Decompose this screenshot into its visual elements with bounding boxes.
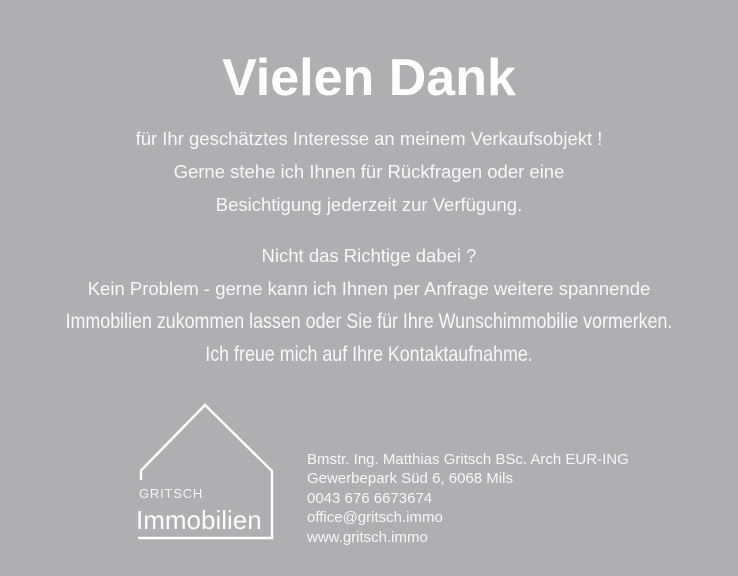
contact-phone: 0043 676 6673674 (307, 489, 433, 507)
intro-line-2: Gerne stehe ich Ihnen für Rückfragen oder eine (173, 161, 565, 182)
logo-brand-subtitle: Immobilien (136, 505, 262, 535)
intro-paragraph (0, 122, 738, 221)
intro-line-1: für Ihr geschätztes Interesse an meinem Verkaufsobjekt ! (135, 128, 603, 149)
followup-line-1: Nicht das Richtige dabei ? (261, 245, 477, 266)
followup-line-4: Ich freue mich auf Ihre Kontaktaufnahme. (205, 343, 533, 366)
followup-line-3: Immobilien zukommen lassen oder Sie für Ihre Wunschimmobilie vormerken. (65, 310, 673, 333)
followup-line-2: Kein Problem - gerne kann ich Ihnen per Anfrage weitere spannende (87, 278, 651, 299)
contact-block (307, 450, 629, 547)
intro-line-3: Besichtigung jederzeit zur Verfügung. (215, 194, 523, 215)
logo-brand-name: GRITSCH (139, 486, 204, 501)
contact-website: www.gritsch.immo (307, 528, 428, 546)
contact-address: Gewerbepark Süd 6, 6068 Mils (307, 470, 513, 488)
contact-email: office@gritsch.immo (307, 509, 443, 527)
contact-name: Bmstr. Ing. Matthias Gritsch BSc. Arch EUR-ING (307, 451, 629, 468)
page-title: Vielen Dank (222, 49, 516, 107)
followup-paragraph (0, 239, 738, 371)
